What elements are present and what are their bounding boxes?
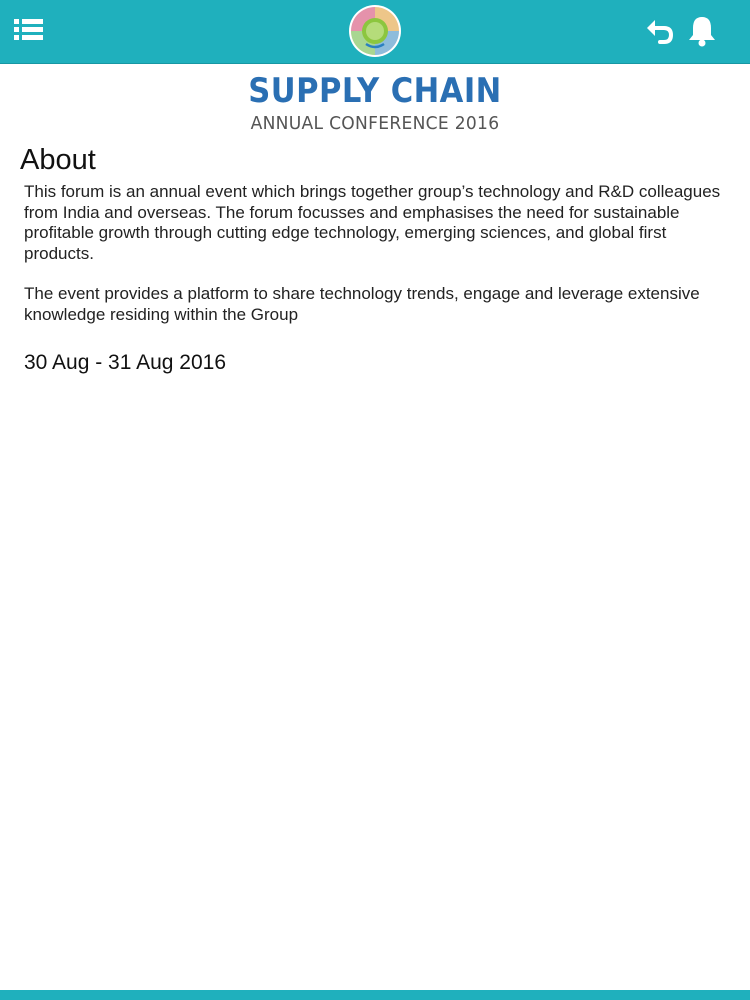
bottom-bar [0,990,750,1000]
conference-logo[interactable] [348,4,402,58]
conference-brand [0,70,750,136]
menu-button[interactable] [12,16,46,44]
app-header [0,0,750,64]
page-title: About [20,144,96,176]
notifications-button[interactable] [686,14,718,48]
about-paragraph-1: This forum is an annual event which brings together group’s technology and R&D colleagues from India and overseas. The forum focusses and emphasises the need for sustainable profitable growth through cutting edge technology, emerging sciences, and global first products. [24,182,721,263]
list-icon [12,16,46,44]
about-paragraph-2: The event provides a platform to share technology trends, engage and leverage extensive knowledge residing within the Group [24,284,700,324]
conference-emblem-icon [348,4,402,58]
brand-subtitle: ANNUAL CONFERENCE 2016 [250,113,500,134]
brand-title: SUPPLY CHAIN [248,71,502,111]
back-button[interactable] [644,16,676,46]
event-dates: 30 Aug - 31 Aug 2016 [24,351,227,374]
undo-arrow-icon [644,16,676,46]
bell-icon [686,14,718,48]
